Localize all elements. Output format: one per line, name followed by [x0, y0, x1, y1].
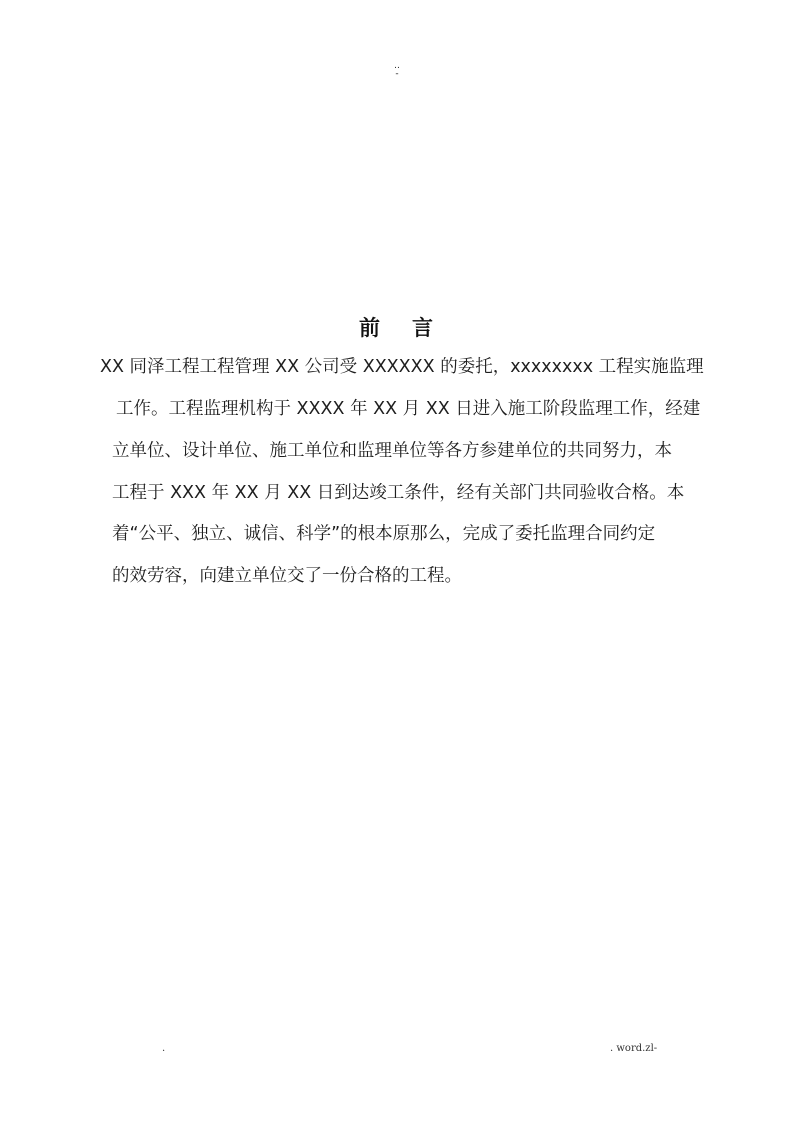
paragraph-line: 的效劳容，向建立单位交了一份合格的工程。 — [112, 566, 462, 586]
paragraph-line: 工程于 XXX 年 XX 月 XX 日到达竣工条件，经有关部门共同验收合格。本 — [112, 483, 685, 503]
footer-left-mark: . — [162, 1043, 166, 1054]
paragraph-line: 立单位、设计单位、施工单位和监理单位等各方参建单位的共同努力，本 — [112, 441, 672, 461]
title-char-1: 前 — [359, 316, 382, 340]
header-dash: - — [395, 69, 399, 79]
header-dots: .. — [394, 61, 400, 71]
page-title — [0, 312, 794, 342]
paragraph-line: XX 同泽工程工程管理 XX 公司受 XXXXXX 的委托，xxxxxxxx 工程实施监理 — [100, 357, 704, 377]
paragraph-line: 着“公平、独立、诚信、科学”的根本原那么，完成了委托监理合同约定 — [112, 524, 656, 544]
paragraph-line: 工作。工程监理机构于 XXXX 年 XX 月 XX 日进入施工阶段监理工作，经建 — [116, 399, 701, 419]
footer-watermark: . word.zl- — [610, 1043, 658, 1054]
title-char-2: 言 — [412, 316, 435, 340]
